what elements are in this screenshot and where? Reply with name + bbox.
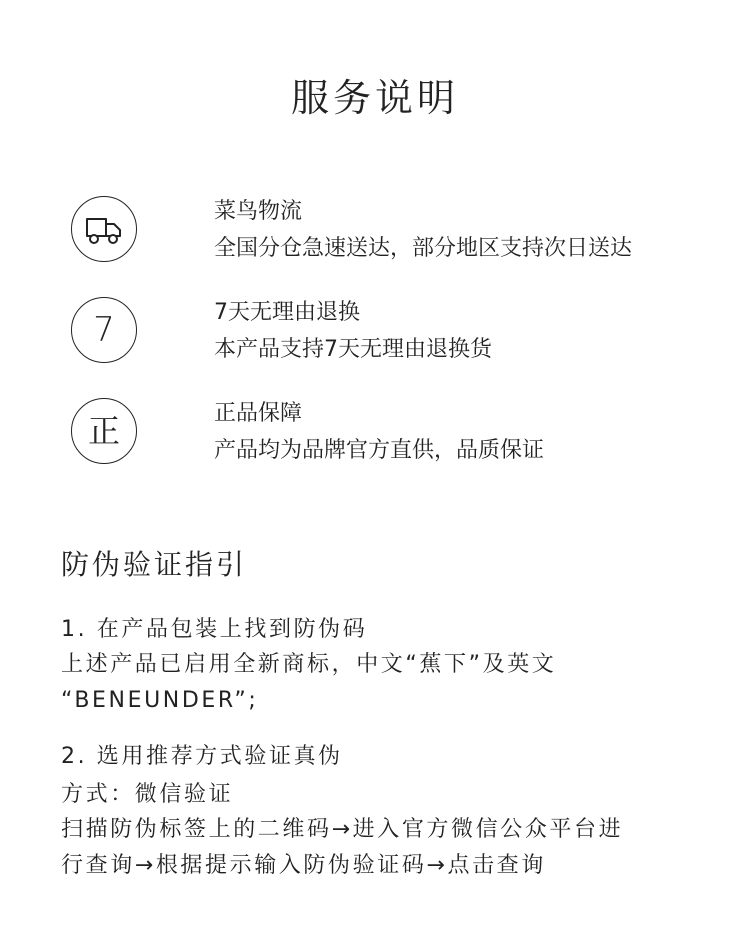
- service-description: 产品均为品牌官方直供，品质保证: [214, 438, 545, 463]
- step1-title: 1. 在产品包装上找到防伪码: [61, 617, 368, 642]
- step1-text-line2: “BENEUNDER”;: [61, 688, 259, 713]
- step2-text-line2: 行查询→根据提示输入防伪验证码→点击查询: [61, 853, 546, 878]
- service-description: 本产品支持7天无理由退换货: [214, 337, 492, 362]
- service-description: 全国分仓急速送达，部分地区支持次日送达: [214, 236, 633, 261]
- seven-glyph: 7: [93, 310, 115, 350]
- service-title: 正品保障: [214, 401, 303, 426]
- service-return: [0, 297, 750, 377]
- service-title: 菜鸟物流: [214, 199, 303, 224]
- seven-icon: [71, 297, 137, 363]
- step2-method: 方式：微信验证: [61, 782, 234, 807]
- section-heading: 防伪验证指引: [61, 548, 248, 581]
- service-genuine: [0, 398, 750, 478]
- step2-text-line1: 扫描防伪标签上的二维码→进入官方微信公众平台进: [61, 817, 624, 842]
- step2-title: 2. 选用推荐方式验证真伪: [61, 744, 343, 769]
- genuine-glyph: 正: [87, 412, 120, 450]
- service-title: 7天无理由退换: [214, 300, 360, 325]
- truck-icon-graphic: [84, 212, 124, 246]
- truck-icon: [71, 196, 137, 262]
- page-title: 服务说明: [290, 76, 459, 120]
- genuine-icon: [71, 398, 137, 464]
- service-logistics: [0, 196, 750, 276]
- step1-text-line1: 上述产品已启用全新商标，中文“蕉下”及英文: [61, 652, 557, 677]
